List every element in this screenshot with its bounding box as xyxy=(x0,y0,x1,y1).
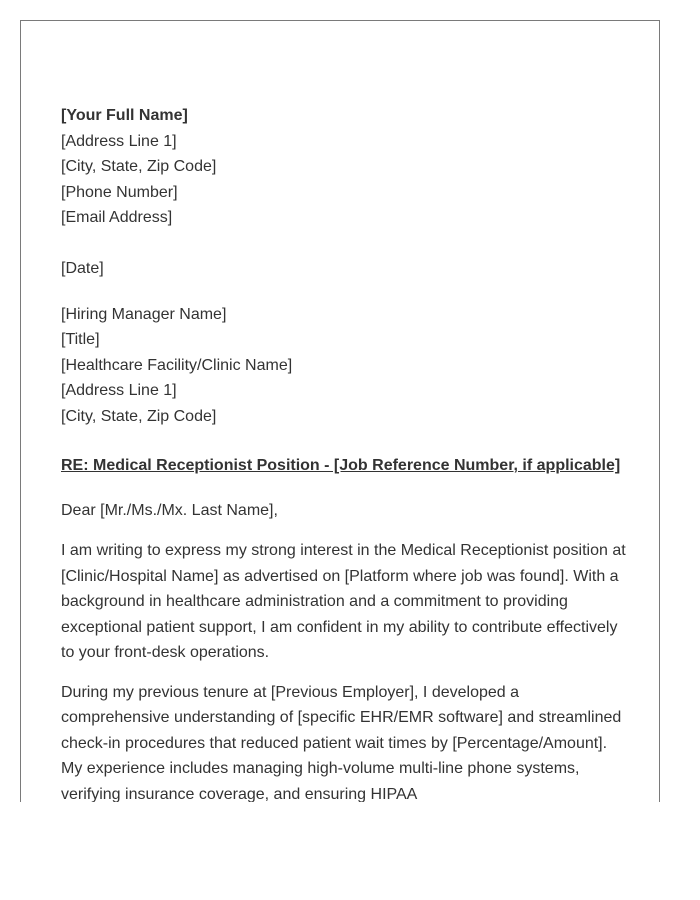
recipient-city: [City, State, Zip Code] xyxy=(61,407,217,425)
body-paragraph-2: During my previous tenure at [Previous Employer], I developed a comprehensive understanding of [specific EHR/EMR software] and streamlined check-in procedures that reduced patient wait times by [Percentage/Amount]. My experience includes managing high-volume multi-line phone systems, verifying insurance coverage, and ensuring HIPAA xyxy=(61,683,622,802)
sender-name: [Your Full Name] xyxy=(61,107,188,124)
letter-page xyxy=(20,20,660,802)
sender-city: [City, State, Zip Code] xyxy=(61,158,217,175)
recipient-name: [Hiring Manager Name] xyxy=(61,305,227,323)
sender-phone: [Phone Number] xyxy=(61,183,178,201)
recipient-address: [Address Line 1] xyxy=(61,382,177,399)
recipient-title: [Title] xyxy=(61,331,100,348)
recipient-block xyxy=(61,302,626,430)
recipient-facility: [Healthcare Facility/Clinic Name] xyxy=(61,356,293,374)
salutation: Dear [Mr./Ms./Mx. Last Name], xyxy=(61,502,278,519)
subject-line: RE: Medical Receptionist Position - [Job Reference Number, if applicable] xyxy=(61,457,621,474)
letter-content xyxy=(61,103,626,802)
sender-block xyxy=(61,103,626,231)
body-paragraph-1: I am writing to express my strong interest in the Medical Receptionist position at [Clinic/Hospital Name] as advertised on [Platform where job was found]. With a background in healthcare administration and a commitment to providing exceptional patient support, I am confident in my ability to contribute effectively to your front-desk operations. xyxy=(61,542,626,661)
letter-date: [Date] xyxy=(61,260,104,277)
sender-email: [Email Address] xyxy=(61,209,173,226)
sender-address: [Address Line 1] xyxy=(61,132,177,150)
